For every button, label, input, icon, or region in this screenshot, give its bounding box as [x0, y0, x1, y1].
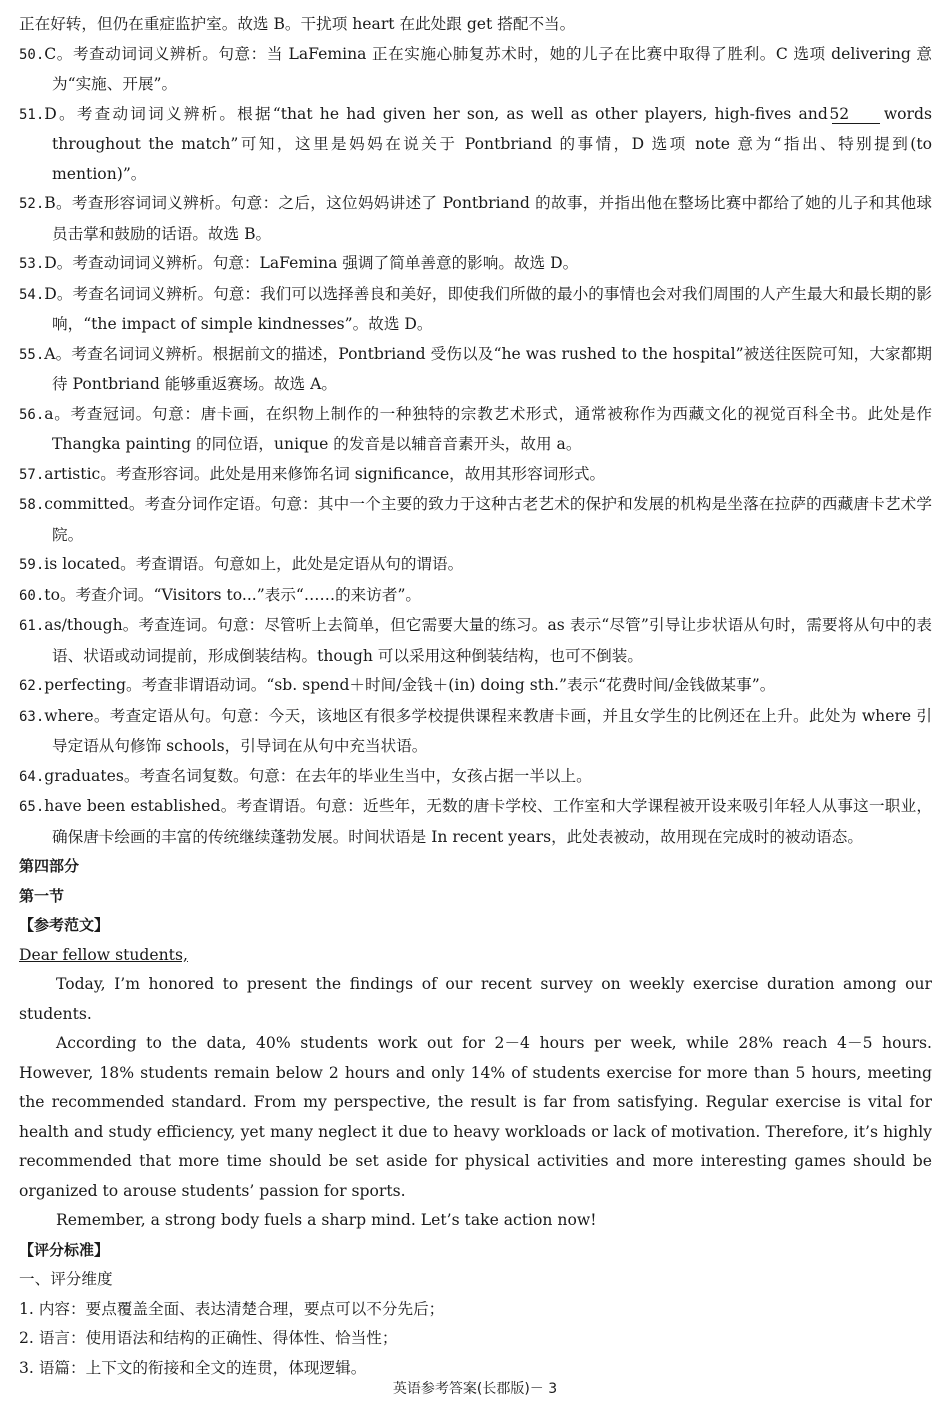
section-part-heading: 第四部分 [19, 857, 80, 875]
section-sub-heading: 第一节 [19, 886, 65, 905]
item-number: 53. [19, 256, 45, 272]
item-number: 60. [19, 587, 45, 604]
item-text: A。考查名词词义辨析。根据前文的描述，Pontbriand 受伤以及“he was rushed to the hospital”被送往医院可知，大家都期待 Pontbriand 能够重返赛场。故选 A。 [44, 344, 932, 393]
item-number: 52. [19, 196, 45, 212]
item-text: artistic。考查形容词。此处是用来修饰名词 significance，故用其形容词形式。 [44, 464, 606, 483]
answer-page [19, 10, 932, 1383]
answer-item-55 [19, 340, 932, 400]
blank-52: 52 [832, 105, 880, 124]
criteria-subheading: 一、评分维度 [19, 1270, 113, 1288]
item-text-after: words throughout the match”可知，这里是妈妈在说关于 Pontbriand 的事情，D 选项 note 意为“指出、特别提到(to mention)”。 [52, 104, 932, 183]
item-number: 50. [19, 46, 45, 63]
answer-item-60 [19, 581, 932, 612]
answer-item-54 [19, 280, 932, 340]
item-number: 56. [19, 406, 45, 423]
item-text: D。考查动词词义辨析。句意：LaFemina 强调了简单善意的影响。故选 D。 [44, 254, 579, 272]
item-text: where。考查定语从句。句意：今天，该地区有很多学校提供课程来教唐卡画，并且女学生的比例还在上升。此处为 where 引导定语从句修饰 schools，引导词在从句中充当状语。 [44, 706, 932, 755]
essay-paragraph-1: Today, I’m honored to present the findings of our recent survey on weekly exercise duration among our students. [19, 975, 932, 1023]
item-text: have been established。考查谓语。句意：近些年，无数的唐卡学校、工作室和大学课程被开设来吸引年轻人从事这一职业，确保唐卡绘画的丰富的传统继续蓬勃发展。时间状语是 In recent years，此处表被动，故用现在完成时的被动语态。 [44, 797, 932, 846]
item-number: 55. [19, 346, 45, 363]
answer-item-50 [19, 40, 932, 100]
item-number: 51. [19, 106, 45, 123]
essay-paragraph-2: According to the data, 40% students work out for 2－4 hours per week, while 28% reach 4－5 hours. However, 18% students remain below 2 hours and only 14% of students exercise for more than 5 hours, meeting the recommended standard. From my perspective, the result is far from satisfying. Regular exercise is vital for health and study efficiency, yet many neglect it due to heavy workloads or lack of motivation. Therefore, it’s highly recommended that more time should be set aside for physical activities and more interesting games should be organized to arouse students’ passion for sports. [19, 1034, 932, 1200]
answer-item-51 [19, 100, 932, 190]
item-number: 65. [19, 799, 45, 815]
item-text: to。考查介词。“Visitors to...”表示“……的来访者”。 [44, 585, 422, 604]
essay-paragraph-3: Remember, a strong body fuels a sharp mind. Let’s take action now! [56, 1211, 597, 1229]
item-number: 61. [19, 618, 45, 634]
answer-item-65 [19, 792, 932, 852]
item-number: 63. [19, 708, 45, 725]
item-number: 59. [19, 557, 45, 573]
item-number: 57. [19, 466, 45, 483]
answer-item-57 [19, 460, 932, 491]
answer-item-52 [19, 189, 932, 249]
item-text: a。考查冠词。句意：唐卡画，在织物上制作的一种独特的宗教艺术形式，通常被称作为西藏文化的视觉百科全书。此处是作 Thangka painting 的同位语，unique 的发音是以辅音音素开头，故用 a。 [44, 404, 932, 453]
item-text: perfecting。考查非谓语动词。“sb. spend＋时间/金钱＋(in) doing sth.”表示“花费时间/金钱做某事”。 [44, 676, 776, 694]
answer-item-62 [19, 671, 932, 702]
item-text: is located。考查谓语。句意如上，此处是定语从句的谓语。 [44, 555, 464, 573]
answer-item-59 [19, 550, 932, 581]
page-footer: 英语参考答案(长郡版)－ 3 [392, 1381, 558, 1397]
item-number: 64. [19, 768, 45, 785]
item-number: 54. [19, 286, 45, 303]
criteria-heading: 【评分标准】 [19, 1240, 110, 1259]
item-text: committed。考查分词作定语。句意：其中一个主要的致力于这种古老艺术的保护和发展的机构是坐落在拉萨的西藏唐卡艺术学院。 [44, 495, 932, 544]
item-number: 58. [19, 497, 45, 513]
item-text: B。考查形容词词义辨析。句意：之后，这位妈妈讲述了 Pontbriand 的故事，并指出他在整场比赛中都给了她的儿子和其他球员击掌和鼓励的话语。故选 B。 [44, 194, 932, 243]
criteria-item-2: 2. 语言：使用语法和结构的正确性、得体性、恰当性； [19, 1329, 398, 1347]
answer-item-63 [19, 702, 932, 762]
answer-item-61 [19, 611, 932, 671]
item-text: as/though。考查连词。句意：尽管听上去简单，但它需要大量的练习。as 表示“尽管”引导让步状语从句时，需要将从句中的表语、状语或动词提前，形成倒装结构。though 可以采用这种倒装结构，也可不倒装。 [44, 616, 932, 665]
item-text-before: D。考查动词词义辨析。根据“that he had given her son, as well as other players, high-fives and [44, 104, 828, 123]
item-text: D。考查名词词义辨析。句意：我们可以选择善良和美好，即使我们所做的最小的事情也会对我们周围的人产生最大和最长期的影响，“the impact of simple kindnesses”。故选 D。 [44, 284, 932, 333]
answer-item-64 [19, 762, 932, 793]
criteria-item-1: 1. 内容：要点覆盖全面、表达清楚合理，要点可以不分先后； [19, 1299, 445, 1318]
answer-item-56 [19, 400, 932, 460]
item-text: graduates。考查名词复数。句意：在去年的毕业生当中，女孩占据一半以上。 [44, 766, 592, 785]
item-number: 62. [19, 678, 45, 694]
item-text: C。考查动词词义辨析。句意：当 LaFemina 正在实施心肺复苏术时，她的儿子在比赛中取得了胜利。C 选项 delivering 意为“实施、开展”。 [44, 44, 932, 93]
answer-item-53 [19, 249, 932, 280]
essay-salutation: Dear fellow students, [19, 945, 188, 964]
sample-essay-heading: 【参考范文】 [19, 916, 110, 934]
top-line: 正在好转，但仍在重症监护室。故选 B。干扰项 heart 在此处跟 get 搭配不当。 [19, 15, 576, 33]
criteria-item-3: 3. 语篇：上下文的衔接和全文的连贯，体现逻辑。 [19, 1358, 367, 1377]
answer-item-58 [19, 490, 932, 550]
